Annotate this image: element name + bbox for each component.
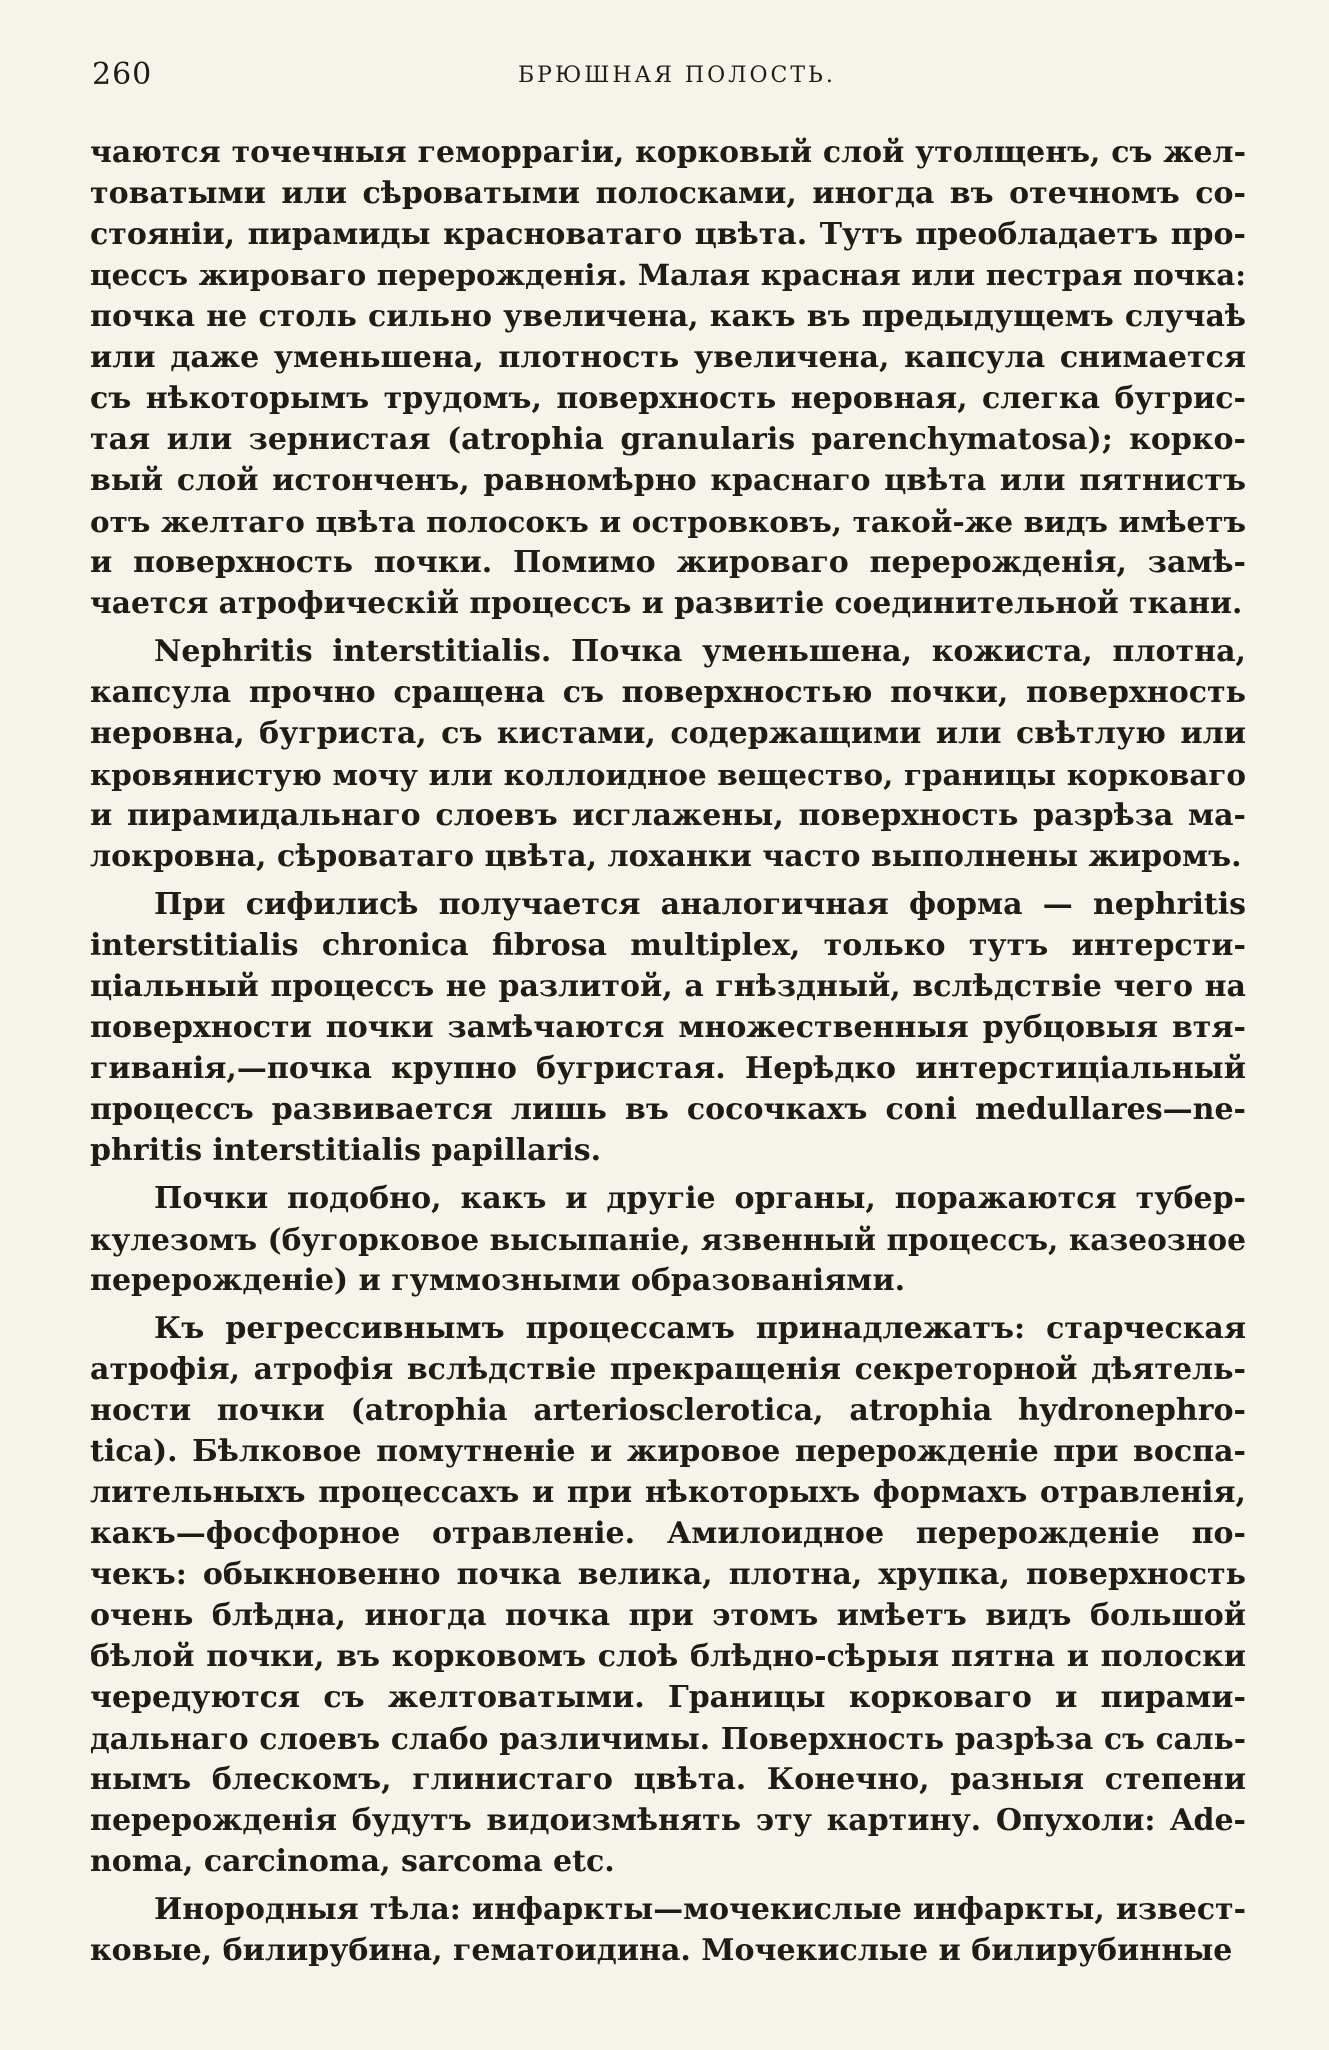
text-line: какъ—фосфорное отравленіе. Амилоидное перерожденіе по-	[90, 1516, 1246, 1551]
text-line: перерожденіе) и гуммозными образованіями.	[90, 1263, 906, 1298]
text-line: локровна, сѣроватаго цвѣта, лоханки часто выполнены жиромъ.	[90, 839, 1242, 874]
text-line: очень блѣдна, иногда почка при этомъ имѣетъ видъ большой	[90, 1598, 1246, 1633]
text-line: При сифилисѣ получается аналогичная форма — nephritis	[154, 887, 1246, 922]
text-line: бѣлой почки, въ корковомъ слоѣ блѣдно-сѣрыя пятна и полоски	[90, 1639, 1246, 1674]
text-line: и пирамидальнаго слоевъ исглажены, поверхность разрѣза ма-	[90, 798, 1246, 833]
page-number: 260	[92, 57, 153, 92]
paragraph	[90, 1889, 1246, 1971]
text-line: Почки подобно, какъ и другіе органы, поражаются тубер-	[154, 1181, 1246, 1216]
paragraph	[90, 1308, 1246, 1882]
paragraph	[90, 1178, 1246, 1301]
paragraph	[90, 631, 1246, 877]
text-line: поверхности почки замѣчаются множественныя рубцовыя втя-	[90, 1010, 1246, 1045]
text-line: Инородныя тѣла: инфаркты—мочекислые инфаркты, извест-	[154, 1892, 1246, 1927]
text-line: phritis interstitialis papillaris.	[90, 1133, 602, 1168]
paragraph-gap	[90, 1171, 1246, 1178]
text-line: кулезомъ (бугорковое высыпаніе, язвенный процессъ, казеозное	[90, 1222, 1246, 1257]
paragraph-gap	[90, 877, 1246, 884]
text-line: стояніи, пирамиды красноватаго цвѣта. Тутъ преобладаетъ про-	[90, 217, 1246, 252]
body-text	[90, 132, 1246, 1971]
text-line: или даже уменьшена, плотность увеличена, капсула снимается	[90, 340, 1246, 375]
text-line: и поверхность почки. Помимо жироваго перерожденія, замѣ-	[90, 545, 1246, 580]
text-line: атрофія, атрофія вслѣдствіе прекращенія секреторной дѣятель-	[90, 1352, 1246, 1387]
paragraph-gap	[90, 1882, 1246, 1889]
text-line: гиванія,—почка крупно бугристая. Нерѣдко интерстиціальный	[90, 1051, 1246, 1086]
text-line: дальнаго слоевъ слабо различимы. Поверхность разрѣза съ саль-	[90, 1721, 1246, 1756]
text-line: чередуются съ желтоватыми. Границы корковаго и пирами-	[90, 1680, 1246, 1715]
text-line: неровна, бугриста, съ кистами, содержащими или свѣтлую или	[90, 716, 1246, 751]
text-line: noma, carcinoma, sarcoma etc.	[90, 1844, 615, 1879]
paragraph-gap	[90, 624, 1246, 631]
text-line: тая или зернистая (atrophia granularis parenchymatosa); корко-	[90, 422, 1246, 457]
text-line: чается атрофическій процессъ и развитіе соединительной ткани.	[90, 586, 1243, 621]
text-line: Nephritis interstitialis. Почка уменьшена, кожиста, плотна,	[154, 634, 1246, 669]
running-title: БРЮШНАЯ ПОЛОСТЬ.	[518, 63, 836, 88]
text-line: перерожденія будутъ видоизмѣнять эту картину. Опухоли: Ade-	[90, 1803, 1246, 1838]
text-line: отъ желтаго цвѣта полосокъ и островковъ, такой-же видъ имѣетъ	[90, 504, 1246, 539]
text-line: Къ регрессивнымъ процессамъ принадлежатъ: старческая	[154, 1311, 1246, 1346]
text-line: товатыми или сѣроватыми полосками, иногда въ отечномъ со-	[90, 176, 1246, 211]
page-header	[92, 52, 1242, 102]
text-line: кровянистую мочу или коллоидное вещество, границы корковаго	[90, 757, 1246, 792]
text-line: ковые, билирубина, гематоидина. Мочекислые и билирубинные	[90, 1933, 1233, 1968]
text-line: нымъ блескомъ, глинистаго цвѣта. Конечно, разныя степени	[90, 1762, 1246, 1797]
text-line: вый слой истонченъ, равномѣрно краснаго цвѣта или пятнистъ	[90, 463, 1246, 498]
text-line: цессъ жироваго перерожденія. Малая красная или пестрая почка:	[90, 258, 1246, 292]
text-line: съ нѣкоторымъ трудомъ, поверхность неровная, слегка бугрис-	[90, 381, 1246, 416]
text-line: лительныхъ процессахъ и при нѣкоторыхъ формахъ отравленія,	[90, 1475, 1246, 1510]
paragraph	[90, 884, 1246, 1171]
paragraph	[90, 132, 1246, 624]
text-line: ціальный процессъ не разлитой, а гнѣздный, вслѣдствіе чего на	[90, 969, 1246, 1004]
text-line: капсула прочно сращена съ поверхностью почки, поверхность	[90, 675, 1246, 710]
text-line: tica). Бѣлковое помутненіе и жировое перерожденіе при воспа-	[90, 1434, 1246, 1469]
paragraph-gap	[90, 1301, 1246, 1308]
text-line: процессъ развивается лишь въ сосочкахъ coni medullares—ne-	[90, 1092, 1246, 1127]
text-line: чаются точечныя геморрагіи, корковый слой утолщенъ, съ жел-	[90, 135, 1246, 170]
text-line: чекъ: обыкновенно почка велика, плотна, хрупка, поверхность	[90, 1557, 1246, 1592]
text-line: ности почки (atrophia arteriosclerotica, atrophia hydronephro-	[90, 1393, 1246, 1428]
text-line: почка не столь сильно увеличена, какъ въ предыдущемъ случаѣ	[90, 299, 1246, 334]
text-line: interstitialis chronica fibrosa multiplex, только тутъ интерсти-	[90, 928, 1246, 963]
